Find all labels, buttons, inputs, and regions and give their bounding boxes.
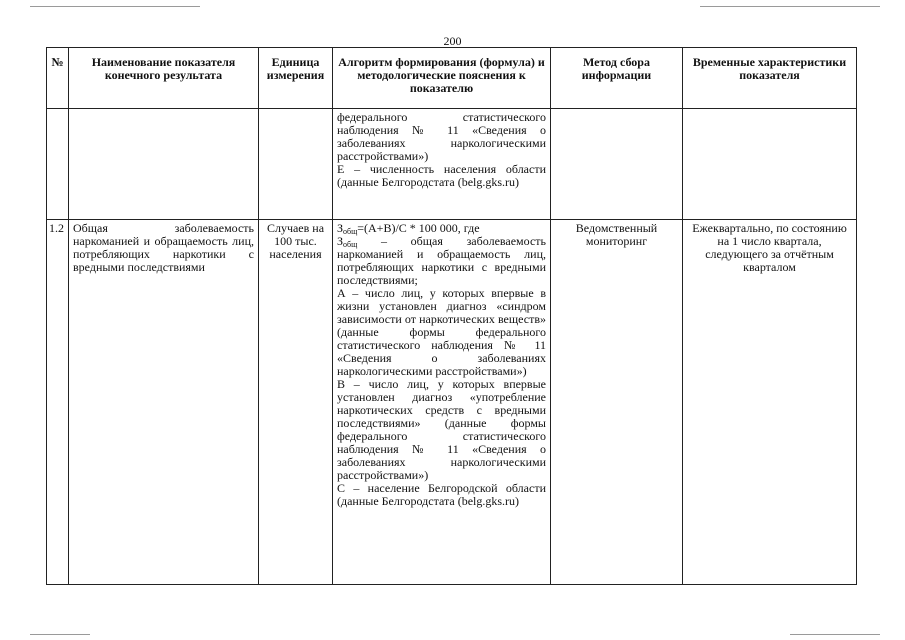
scan-edge-top-right xyxy=(700,6,880,7)
cell-name-empty xyxy=(69,109,259,220)
cell-time-characteristics: Ежеквартально, по состоянию на 1 число квартала, следующего за отчётным кварталом xyxy=(683,220,857,585)
page-number: 200 xyxy=(443,34,462,48)
cell-unit-empty xyxy=(259,109,333,220)
table-header-row xyxy=(47,48,857,109)
header-method: Метод сбора информации xyxy=(551,48,683,109)
algorithm-population-definition: Е – численность населения области (данные Белгородстата (belg.gks.ru) xyxy=(337,162,546,189)
header-algorithm: Алгоритм формирования (формула) и методологические пояснения к показателю xyxy=(333,48,551,109)
header-unit: Единица измерения xyxy=(259,48,333,109)
definition-a: А – число лиц, у которых впервые в жизни установлен диагноз «синдром зависимости от наркотических веществ» (данные формы федерального статистического наблюдения № 11 «Сведения о заболеваниях наркологическими расстройствами») xyxy=(337,286,546,378)
definition-b: В – число лиц, у которых впервые установлен диагноз «употребление наркотических средств с вредными последствиями» (данные формы федерального статистического наблюдения № 11 «Сведения о заболеваниях наркологическими расстройствами») xyxy=(337,377,546,482)
cell-collection-method: Ведомственный мониторинг xyxy=(551,220,683,585)
table-row-continuation xyxy=(47,109,857,220)
cell-num-empty xyxy=(47,109,69,220)
cell-indicator-name: Общая заболеваемость наркоманией и обращаемость лиц, потребляющих наркотики с вредными последствиями xyxy=(69,220,259,585)
scan-edge-bottom-left xyxy=(30,634,90,635)
indicator-table xyxy=(46,47,857,585)
cell-unit: Случаев на 100 тыс. населения xyxy=(259,220,333,585)
definition-z: $З_{общ}$ – общая заболеваемость наркоманией и обращаемость лиц, потребляющих наркотики с вредными последствиями; xyxy=(337,234,546,287)
header-time: Временные характеристики показателя xyxy=(683,48,857,109)
scan-edge-bottom-right xyxy=(790,634,880,635)
cell-algorithm-continuation xyxy=(333,109,551,220)
cell-algorithm xyxy=(333,220,551,585)
formula: $З_{общ}=(А+В)/С * 100$ 000, где xyxy=(337,221,480,236)
algorithm-continuation-text: федерального статистического наблюдения № 11 «Сведения о заболеваниях наркологическими расстройствами») xyxy=(337,110,546,163)
cell-method-empty xyxy=(551,109,683,220)
header-name: Наименование показателя конечного результата xyxy=(69,48,259,109)
cell-num: 1.2 xyxy=(47,220,69,585)
table-row-1-2 xyxy=(47,220,857,585)
cell-time-empty xyxy=(683,109,857,220)
header-num: № xyxy=(47,48,69,109)
definition-c: С – население Белгородской области (данные Белгородстата (belg.gks.ru) xyxy=(337,481,546,508)
scan-edge-top-left xyxy=(30,6,200,7)
